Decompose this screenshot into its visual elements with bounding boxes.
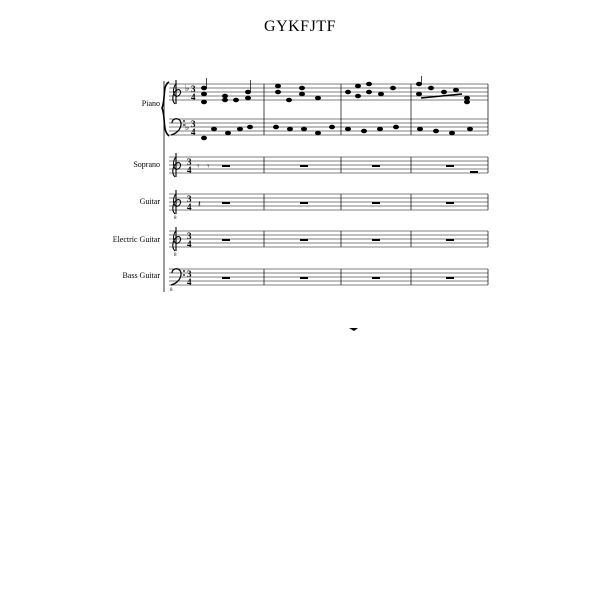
svg-text:♭: ♭ (185, 123, 190, 133)
svg-text:3: 3 (187, 157, 192, 167)
svg-text:4: 4 (191, 127, 196, 137)
instrument-label-piano: Piano (141, 99, 160, 108)
staff-lines (169, 84, 488, 285)
svg-text:𝄾: 𝄾 (197, 162, 200, 172)
piano-bass-notes (202, 125, 473, 140)
svg-text:3: 3 (187, 269, 192, 279)
svg-text:3: 3 (187, 231, 192, 241)
svg-text:4: 4 (187, 202, 192, 212)
svg-text:3: 3 (187, 194, 192, 204)
svg-text:4: 4 (187, 165, 192, 175)
key-signature-flats (185, 84, 189, 133)
piano-brace (162, 82, 169, 136)
svg-text:8: 8 (174, 216, 177, 221)
svg-text:4: 4 (187, 277, 192, 287)
instrument-label-electric-guitar: Electric Guitar (112, 235, 160, 244)
svg-text:𝄽: 𝄽 (198, 200, 201, 210)
svg-text:𝄾: 𝄾 (207, 162, 210, 172)
treble-clefs (173, 80, 181, 251)
svg-text:♭: ♭ (185, 84, 190, 94)
svg-text:4: 4 (191, 92, 196, 102)
svg-text:3: 3 (191, 119, 196, 129)
stray-mark (349, 328, 358, 331)
svg-text:8: 8 (170, 288, 173, 293)
measure-rests (222, 165, 478, 279)
piano-treble-notes (202, 76, 470, 104)
svg-text:3: 3 (191, 84, 196, 94)
instrument-label-soprano: Soprano (133, 160, 160, 169)
svg-text:8: 8 (174, 253, 177, 258)
barlines (264, 84, 488, 285)
instrument-label-guitar: Guitar (139, 197, 160, 206)
instrument-label-bass-guitar: Bass Guitar (122, 271, 160, 280)
svg-text:4: 4 (187, 239, 192, 249)
time-signatures (187, 84, 196, 287)
score-title: GYKFJTF (264, 18, 336, 35)
